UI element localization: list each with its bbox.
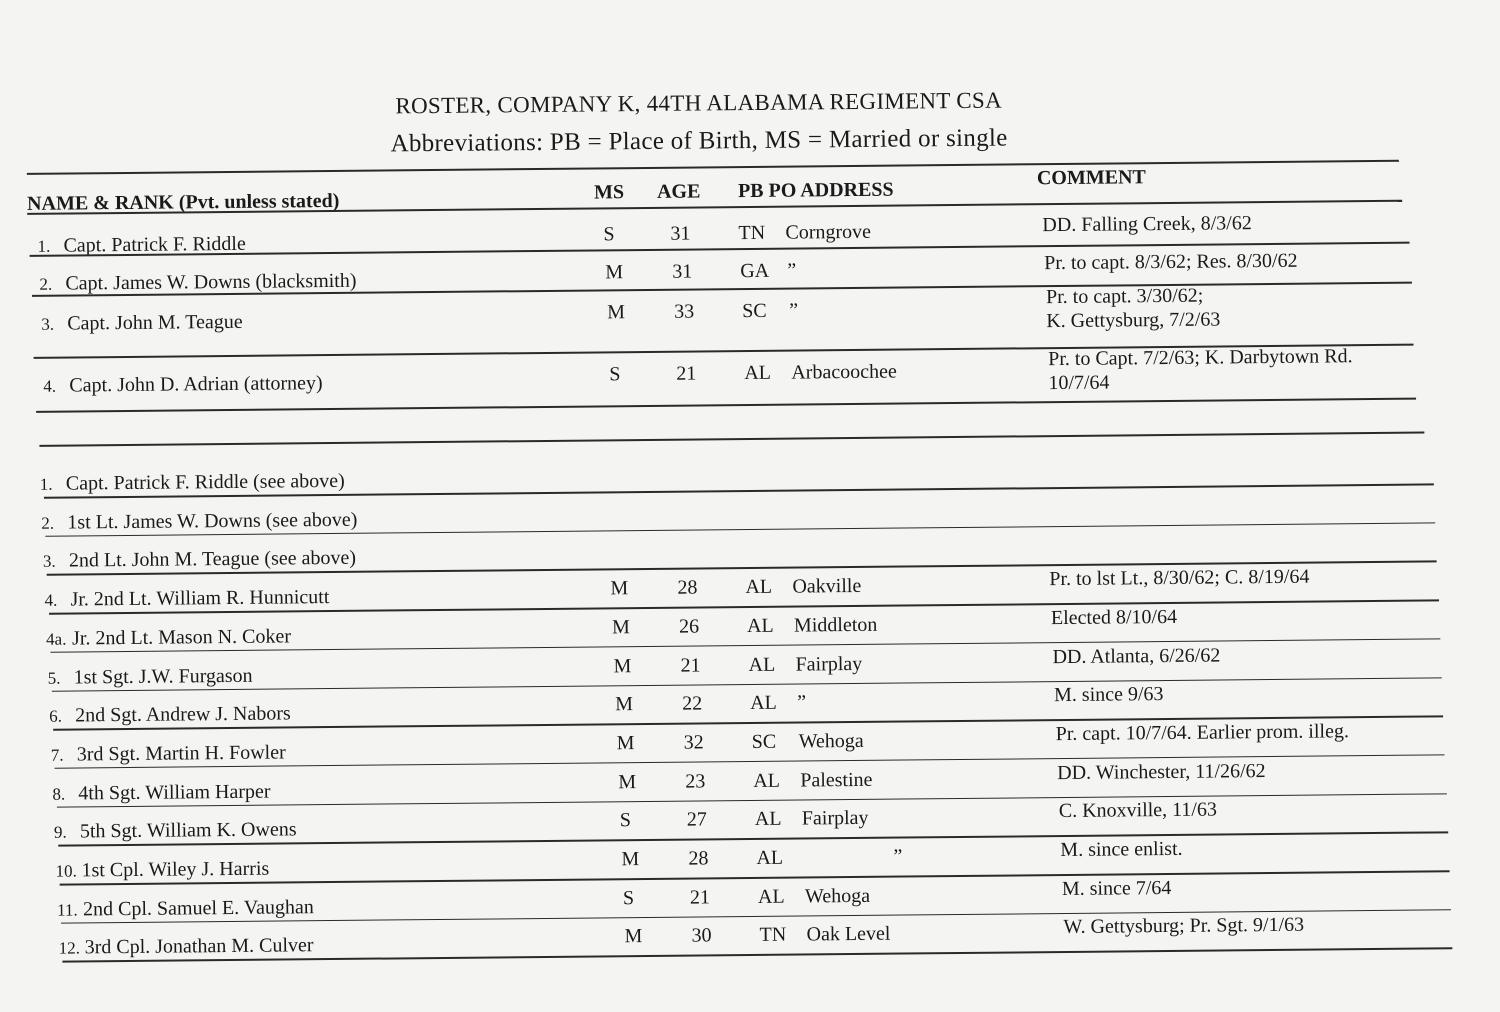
row-age: 23 (685, 770, 706, 793)
row-name-rank (44, 586, 329, 612)
row-name-rank (59, 935, 314, 960)
row-ms: M (616, 732, 635, 755)
row-ms: S (603, 223, 615, 246)
row-name: 5th Sgt. William K. Owens (79, 818, 297, 843)
row-number: 9. (53, 822, 67, 842)
row-name: Capt. John D. Adrian (attorney) (69, 372, 323, 397)
row-name: 1st Lt. James W. Downs (see above) (67, 508, 358, 534)
row-po-address: Wehoga (798, 729, 864, 753)
row-name-rank (52, 780, 270, 805)
row-name-rank (54, 819, 297, 844)
row-ms: M (611, 615, 630, 639)
row-ms: M (613, 654, 632, 677)
section-divider (39, 432, 1424, 447)
row-comment: DD. Atlanta, 6/26/62 (1052, 643, 1221, 668)
row-age: 28 (677, 576, 698, 599)
row-pb: AL (753, 769, 781, 792)
table-row (0, 0, 1495, 7)
row-pb: AL (750, 691, 777, 715)
row-ms: M (615, 693, 634, 716)
row-name: Capt. Patrick F. Riddle (see above) (65, 469, 345, 495)
row-number: 5. (47, 668, 61, 688)
row-comment: M. since enlist. (1060, 837, 1183, 862)
row-ms: M (610, 577, 629, 600)
row-pb: AL (748, 653, 776, 676)
row-number: 4a. (46, 629, 67, 649)
row-po-address: Arbacoochee (791, 360, 897, 384)
row-number: 10. (55, 861, 77, 881)
row-comment: Pr. to Capt. 7/2/63; K. Darbytown Rd. (1048, 345, 1353, 371)
row-po-address: Oak Level (806, 923, 891, 946)
table-row (0, 0, 1495, 7)
row-po-address: Palestine (800, 768, 873, 792)
row-name-rank (51, 741, 286, 766)
row-po-address: ” (789, 299, 799, 322)
row-comment: DD. Falling Creek, 8/3/62 (1042, 212, 1252, 237)
row-age: 32 (683, 731, 704, 754)
row-po-address: Fairplay (801, 807, 869, 830)
row-po-address: ” (787, 259, 797, 282)
row-number: 2. (39, 274, 53, 294)
row-number: 1. (37, 236, 51, 256)
row-age: 26 (678, 615, 700, 638)
row-comment: Pr. capt. 10/7/64. Earlier prom. illeg. (1055, 720, 1350, 745)
row-name: 4th Sgt. William Harper (78, 780, 271, 805)
row-age: 28 (688, 847, 709, 870)
header-age: AGE (656, 180, 701, 203)
table-row (0, 0, 1495, 7)
row-age: 27 (686, 808, 707, 831)
row-ms: M (624, 925, 643, 948)
row-ms: M (618, 770, 637, 793)
row-comment: W. Gettysburg; Pr. Sgt. 9/1/63 (1063, 914, 1305, 939)
table-row (0, 0, 1495, 7)
row-name: Jr. 2nd Lt. William R. Hunnicutt (70, 586, 330, 611)
row-number: 1. (39, 474, 53, 494)
row-name: Jr. 2nd Lt. Mason N. Coker (71, 625, 292, 650)
row-pb: AL (744, 361, 772, 385)
header-ms: MS (593, 181, 625, 204)
row-number: 2. (41, 513, 55, 533)
row-po-address: ” (893, 845, 903, 868)
row-ms: S (622, 886, 635, 909)
row-name-rank (48, 664, 253, 689)
row-ms: S (619, 809, 632, 832)
table-row (0, 0, 1495, 7)
table-row (0, 0, 1495, 7)
row-rule (36, 398, 1416, 413)
row-pb: AL (754, 808, 782, 831)
row-comment: Elected 8/10/64 (1050, 605, 1178, 629)
row-pb: SC (751, 730, 777, 753)
row-po-address: Middleton (793, 613, 878, 637)
row-name-rank (40, 470, 345, 496)
row-number: 6. (49, 706, 63, 726)
table-row (0, 0, 1495, 7)
row-number: 4. (43, 376, 57, 396)
row-name-rank (41, 508, 357, 534)
table-row (0, 0, 1495, 7)
row-comment: C. Knoxville, 11/63 (1058, 798, 1218, 823)
row-pb: AL (745, 575, 773, 599)
row-number: 12. (58, 938, 81, 959)
row-name-rank (43, 372, 322, 398)
row-pb: AL (757, 885, 785, 908)
row-name: 1st Sgt. J.W. Furgason (73, 664, 253, 688)
header-pb-po-address: PB PO ADDRESS (737, 178, 894, 203)
row-po-address: Oakville (792, 575, 862, 598)
row-pb: TN (759, 924, 787, 947)
table-row (0, 0, 1495, 7)
header-name-rank: NAME & RANK (Pvt. unless stated) (27, 189, 340, 215)
row-name-rank (57, 896, 314, 921)
row-pb: SC (742, 299, 767, 323)
row-number: 8. (52, 784, 66, 804)
row-comment: Pr. to capt. 8/3/62; Res. 8/30/62 (1044, 249, 1298, 275)
table-row (0, 0, 1495, 7)
row-number: 11. (56, 900, 78, 920)
row-pb: TN (738, 221, 766, 245)
row-name-rank (49, 703, 291, 728)
table-row (0, 0, 1495, 7)
row-comment: M. since 7/64 (1061, 876, 1172, 900)
table-row (0, 0, 1495, 7)
row-number: 7. (50, 745, 64, 765)
row-age: 22 (682, 692, 703, 715)
row-name: 3rd Sgt. Martin H. Fowler (76, 741, 286, 766)
row-po-address: Fairplay (795, 652, 863, 676)
row-age: 21 (689, 886, 711, 909)
row-po-address: Wehoga (804, 884, 871, 908)
row-number: 4. (44, 590, 58, 610)
row-age: 33 (674, 300, 695, 323)
row-name: 2nd Sgt. Andrew J. Nabors (75, 702, 291, 727)
row-name-rank (55, 858, 269, 883)
table-row (0, 0, 1495, 7)
row-name-rank (43, 547, 356, 573)
row-comment-line2: K. Gettysburg, 7/2/63 (1046, 308, 1221, 333)
row-name-rank (46, 625, 291, 650)
header-top-rule (27, 160, 1399, 175)
row-age: 21 (676, 362, 697, 385)
row-comment: Pr. to lst Lt., 8/30/62; C. 8/19/64 (1049, 565, 1310, 591)
table-row (0, 0, 1495, 7)
row-rule (52, 677, 1442, 692)
row-ms: M (607, 301, 626, 324)
row-comment: Pr. to capt. 3/30/62; (1045, 284, 1204, 309)
table-row (0, 0, 1495, 7)
row-ms: M (605, 261, 624, 284)
row-ms: S (609, 363, 621, 386)
document-title: ROSTER, COMPANY K, 44TH ALABAMA REGIMENT CSA (395, 87, 1003, 119)
header-comment: COMMENT (1036, 166, 1146, 190)
abbreviations-note: Abbreviations: PB = Place of Birth, MS = Married or single (390, 124, 1008, 158)
row-age: 31 (670, 222, 691, 245)
row-ms: M (621, 848, 640, 871)
row-po-address: ” (797, 691, 807, 714)
row-pb: AL (756, 846, 784, 869)
row-po-address: Corngrove (785, 220, 872, 244)
row-name: 1st Cpl. Wiley J. Harris (81, 857, 270, 882)
table-row (0, 0, 1495, 7)
row-age: 30 (691, 924, 712, 947)
row-name-rank (41, 311, 243, 336)
row-name: Capt. Patrick F. Riddle (63, 232, 246, 257)
row-number: 3. (41, 314, 55, 334)
row-name: 2nd Lt. John M. Teague (see above) (68, 547, 357, 572)
row-name: 3rd Cpl. Jonathan M. Culver (84, 934, 314, 959)
row-pb: AL (746, 614, 774, 637)
row-age: 31 (672, 260, 693, 283)
row-pb: GA (740, 259, 770, 283)
row-comment: DD. Winchester, 11/26/62 (1057, 759, 1266, 784)
row-name: Capt. John M. Teague (67, 310, 243, 335)
row-number: 3. (42, 552, 56, 572)
row-comment-line2: 10/7/64 (1048, 371, 1110, 395)
row-age: 21 (680, 653, 701, 677)
table-row (0, 0, 1495, 7)
row-name: 2nd Cpl. Samuel E. Vaughan (82, 895, 314, 921)
row-comment: M. since 9/63 (1053, 683, 1164, 707)
row-name: Capt. James W. Downs (blacksmith) (65, 269, 357, 295)
